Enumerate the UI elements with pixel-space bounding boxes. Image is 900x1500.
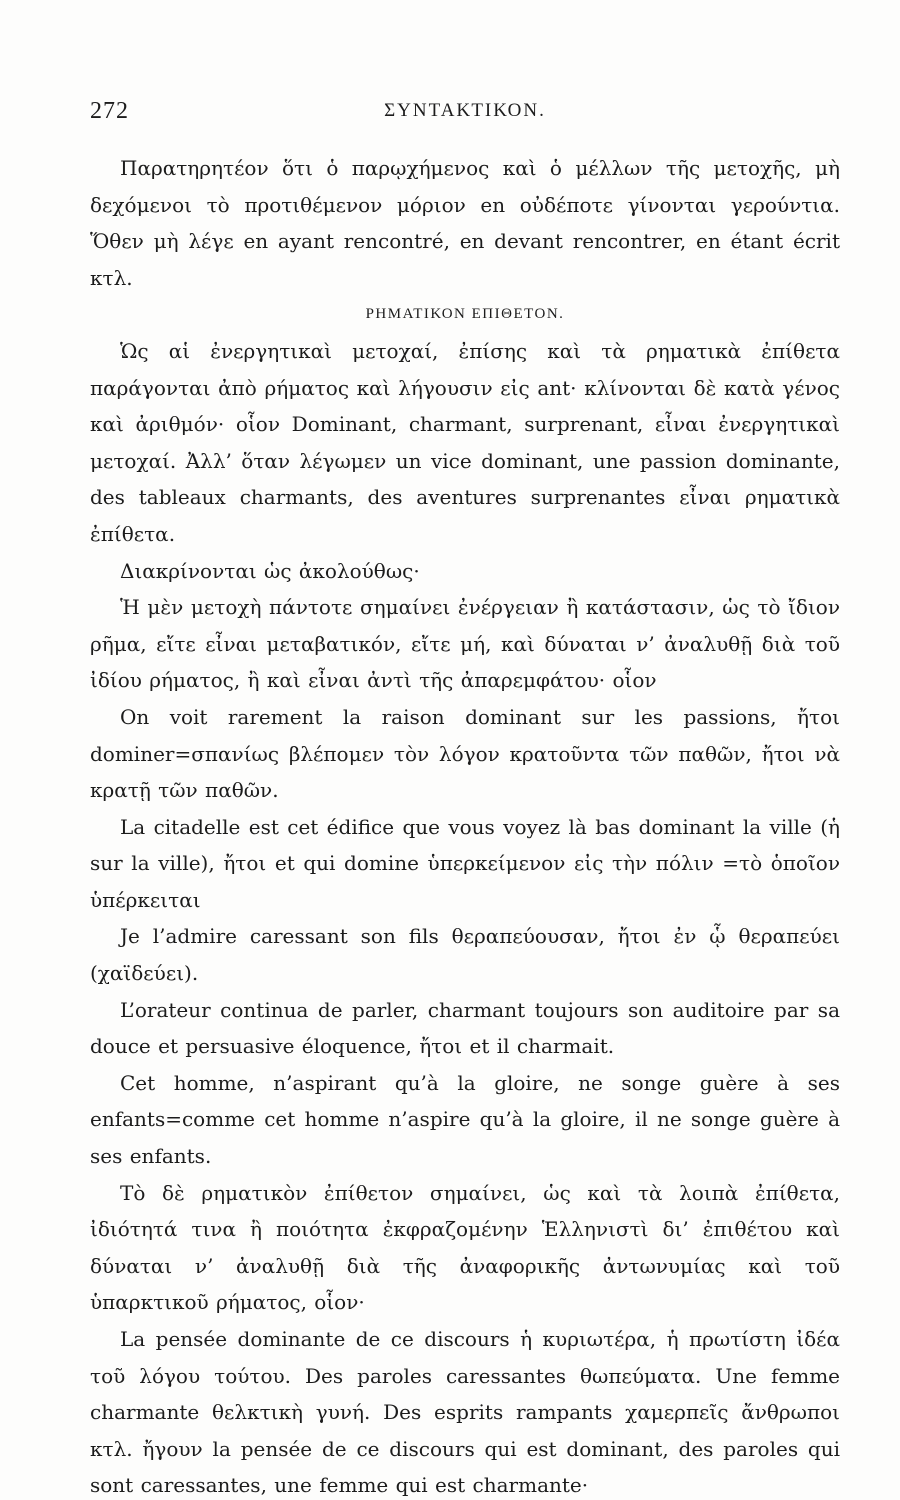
page-body (90, 150, 840, 1500)
page-header (90, 98, 840, 138)
paragraph-11: La pensée dominante de ce discours ἡ κυριωτέρα, ἡ πρωτίστη ἰδέα τοῦ λόγου τούτου. Des paroles caressantes θωπεύματα. Une femme charmante θελκτικὴ γυνή. Des esprits rampants χαμερπεῖς ἄνθρωποι κτλ. ἤγουν la pensée de ce discours qui est dominant, des paroles qui sont caressantes, une femme qui est charmante· (90, 1327, 840, 1498)
paragraph-10: Τὸ δὲ ρηματικὸν ἐπίθετον σημαίνει, ὡς καὶ τὰ λοιπὰ ἐπίθετα, ἰδιότητά τινα ἢ ποιότητα ἐκφραζομένην Ἑλληνιστὶ δι’ ἐπιθέτου καὶ δύναται ν’ ἀναλυθῇ διὰ τῆς ἀναφορικῆς ἀντωνυμίας καὶ τοῦ ὑπαρκτικοῦ ρήματος, οἷον· (90, 1180, 840, 1315)
paragraph-8: L’orateur continua de parler, charmant toujours son auditoire par sa douce et persuasive éloquence, ἤτοι et il charmait. (90, 997, 840, 1059)
paragraph-7: Je l’admire caressant son fils θεραπεύουσαν, ἤτοι ἐν ᾧ θεραπεύει (χαϊδεύει). (90, 924, 840, 986)
paragraph-1: Παρατηρητέον ὅτι ὁ παρῳχήμενος καὶ ὁ μέλλων τῆς μετοχῆς, μὴ δεχόμενοι τὸ προτιθέμενον μόριον en οὐδέποτε γίνονται γερούντια. Ὅθεν μὴ λέγε en ayant rencontré, en devant rencontrer, en étant écrit κτλ. (90, 156, 840, 290)
running-head: ΣΥΝΤΑΚΤΙΚΟΝ. (384, 100, 546, 121)
paragraph-3: Διακρίνονται ὡς ἀκολούθως· (120, 558, 420, 583)
paragraph-4: Ἡ μὲν μετοχὴ πάντοτε σημαίνει ἐνέργειαν ἢ κατάστασιν, ὡς τὸ ἴδιον ρῆμα, εἴτε εἶναι μεταβατικόν, εἴτε μή, καὶ δύναται ν’ ἀναλυθῇ διὰ τοῦ ἰδίου ρήματος, ἢ καὶ εἶναι ἀντὶ τῆς ἀπαρεμφάτου· οἷον (90, 595, 840, 693)
section-heading: ΡΗΜΑΤΙΚΟΝ ΕΠΙΘΕΤΟΝ. (365, 306, 565, 323)
paragraph-2: Ὡς αἱ ἐνεργητικαὶ μετοχαί, ἐπίσης καὶ τὰ ρηματικὰ ἐπίθετα παράγονται ἀπὸ ρήματος καὶ λήγουσιν εἰς ant· κλίνονται δὲ κατὰ γένος καὶ ἀριθμόν· οἷον Dominant, charmant, surprenant, εἶναι ἐνεργητικαὶ μετοχαί. Ἀλλ’ ὅταν λέγωμεν un vice dominant, une passion dominante, des tableaux charmants, des aventures surprenantes εἶναι ρηματικὰ ἐπίθετα. (90, 338, 840, 546)
paragraph-9: Cet homme, n’aspirant qu’à la gloire, ne songe guère à ses enfants=comme cet homme n’aspire qu’à la gloire, il ne songe guère à ses enfants. (90, 1070, 840, 1169)
paragraph-5: On voit rarement la raison dominant sur les passions, ἤτοι dominer=σπανίως βλέπομεν τὸν λόγον κρατοῦντα τῶν παθῶν, ἤτοι νὰ κρατῇ τῶν παθῶν. (90, 704, 840, 803)
paragraph-6: La citadelle est cet édifice que vous voyez là bas dominant la ville (ἡ sur la ville), ἤτοι et qui domine ὑπερκείμενον εἰς τὴν πόλιν =τὸ ὁποῖον ὑπέρκειται (90, 814, 840, 912)
page-number: 272 (90, 98, 129, 124)
